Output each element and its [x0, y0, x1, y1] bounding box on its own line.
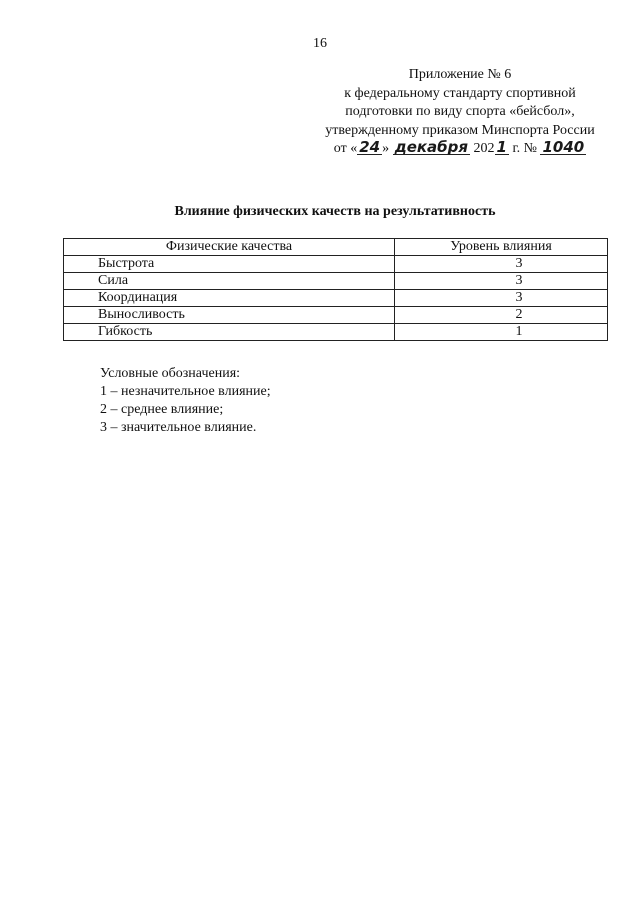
quality-cell: Быстрота — [64, 256, 395, 273]
document-title: Влияние физических качеств на результативность — [174, 204, 496, 219]
appendix-line-order: утвержденному приказом Минспорта России — [325, 122, 595, 138]
legend-item: 2 – среднее влияние; — [100, 402, 224, 417]
table-row — [64, 290, 608, 307]
year-prefix: 202 — [473, 141, 495, 156]
appendix-line-standard: к федеральному стандарту спортивной — [344, 85, 576, 101]
header-level: Уровень влияния — [395, 239, 608, 256]
legend-heading: Условные обозначения: — [100, 366, 241, 381]
level-cell: 3 — [395, 290, 608, 307]
table-row — [64, 256, 608, 273]
header-quality: Физические качества — [64, 239, 395, 256]
level-cell: 1 — [395, 324, 608, 341]
appendix-line-sport: подготовки по виду спорта «бейсбол», — [345, 104, 575, 119]
appendix-title: Приложение № 6 — [408, 67, 512, 82]
legend — [100, 365, 271, 437]
appendix-date-line — [300, 140, 620, 159]
quality-cell: Выносливость — [64, 307, 395, 324]
qualities-table — [63, 238, 608, 341]
quality-cell: Координация — [64, 290, 395, 307]
table-row — [64, 273, 608, 290]
quality-cell: Гибкость — [64, 324, 395, 341]
table-row — [64, 324, 608, 341]
handwritten-month: декабря — [394, 138, 469, 156]
level-cell: 3 — [395, 273, 608, 290]
level-cell: 3 — [395, 256, 608, 273]
handwritten-order-number: 1040 — [542, 138, 585, 156]
table-header-row — [64, 239, 608, 256]
legend-item: 3 – значительное влияние. — [100, 420, 257, 435]
table-row — [64, 307, 608, 324]
legend-item: 1 – незначительное влияние; — [100, 384, 271, 399]
quality-cell: Сила — [64, 273, 395, 290]
date-close-quote: » — [382, 141, 390, 156]
appendix-header — [300, 66, 620, 159]
handwritten-day: 24 — [359, 138, 381, 156]
handwritten-year-digit: 1 — [496, 138, 507, 156]
date-prefix: от « — [333, 141, 358, 156]
number-prefix: г. № — [512, 141, 537, 156]
page-number: 16 — [313, 36, 327, 51]
level-cell: 2 — [395, 307, 608, 324]
